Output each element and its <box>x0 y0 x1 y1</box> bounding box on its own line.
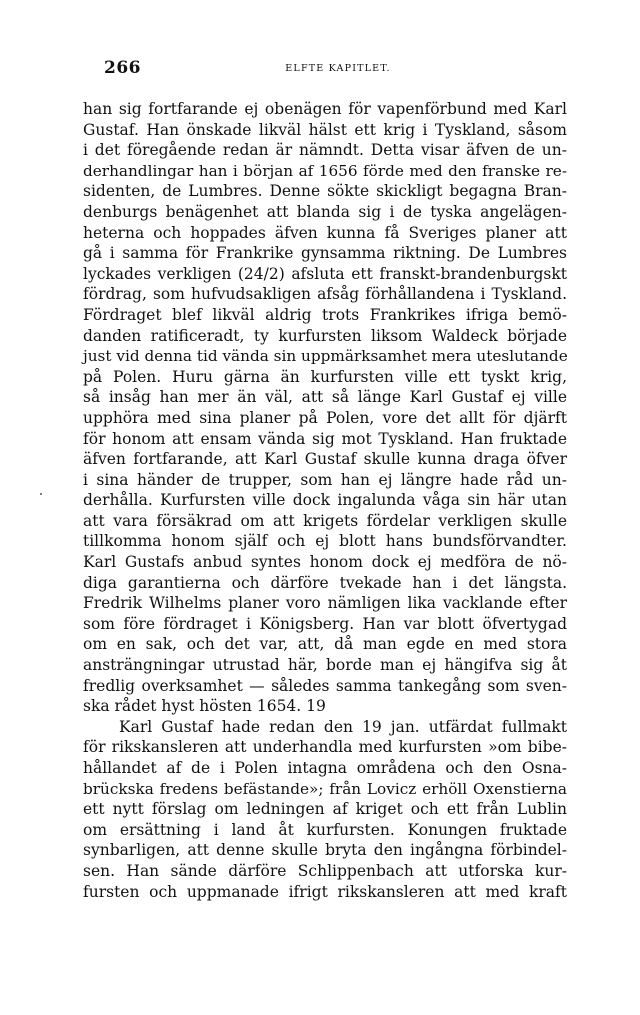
text-line: danden ratificeradt, ty kurfursten liksom Waldeck började <box>83 326 567 345</box>
text-line: diga garantierna och därföre tvekade han i det längsta. <box>83 573 567 592</box>
text-line: derhandlingar han i början af 1656 förde med den franske re- <box>83 161 567 180</box>
text-line: Fördraget blef likväl aldrig trots Frankrikes ifriga bemö- <box>83 305 567 324</box>
text-line: lyckades verkligen (24/2) afsluta ett franskt-brandenburgskt <box>83 264 567 283</box>
text-line: ansträngningar utrustad här, borde man ej hängifva sig åt <box>83 656 567 675</box>
text-line: Gustaf. Han önskade likväl hälst ett krig i Tyskland, såsom <box>83 120 567 139</box>
text-line: fördrag, som hufvudsakligen afsåg förhållandena i Tyskland. <box>83 285 567 304</box>
text-line: om ersättning i land åt kurfursten. Konungen fruktade <box>83 820 567 839</box>
text-line: att vara försäkrad om att krigets fördelar verkligen skulle <box>83 511 567 530</box>
text-line: synbarligen, att denne skulle bryta den ingångna förbindel- <box>83 841 567 860</box>
text-line: i det föregående redan är nämndt. Detta visar äfven de un- <box>83 141 567 160</box>
text-line: tillkomma honom själf och ej blott hans bundsförvandter. <box>83 532 567 551</box>
running-head: ELFTE KAPITLET. <box>285 63 391 74</box>
text-line: brückska fredens befästande»; från Lovicz erhöll Oxenstierna <box>83 779 567 798</box>
text-line: sidenten, de Lumbres. Denne sökte skickligt begagna Bran- <box>83 182 567 201</box>
text-line: för rikskansleren att underhandla med kurfursten »om bibe- <box>83 738 567 757</box>
text-line: just vid denna tid vända sin uppmärksamhet mera uteslutande <box>83 347 568 366</box>
text-line: så insåg han mer än väl, att så länge Karl Gustaf ej ville <box>83 388 567 407</box>
text-line: han sig fortfarande ej obenägen för vapenförbund med Karl <box>83 100 567 118</box>
text-line: för honom att ensam vända sig mot Tyskland. Han fruktade <box>83 429 567 448</box>
text-line: i sina händer de trupper, som han ej längre hade råd un- <box>83 470 567 489</box>
text-line: upphöra med sina planer på Polen, vore det allt för djärft <box>83 408 567 427</box>
text-line: på Polen. Huru gärna än kurfursten ville ett tyskt krig, <box>83 367 567 386</box>
text-line: gå i samma för Frankrike gynsamma riktning. De Lumbres <box>83 244 567 263</box>
margin-mark <box>40 493 42 495</box>
text-line: hållandet af de i Polen intagna områdena och den Osna- <box>83 759 567 777</box>
text-line: som före fördraget i Königsberg. Han var blott öfvertygad <box>83 614 567 633</box>
text-line: derhålla. Kurfursten ville dock ingalunda våga sin här utan <box>83 491 567 510</box>
text-line: Karl Gustafs anbud syntes honom dock ej medföra de nö- <box>83 553 567 572</box>
text-line: äfven fortfarande, att Karl Gustaf skulle kunna draga öfver <box>83 450 567 469</box>
body-text <box>83 99 567 902</box>
text-line: fursten och uppmanade ifrigt rikskansleren att med kraft <box>83 882 567 901</box>
text-line: denburgs benägenhet att blanda sig i de tyska angelägen- <box>83 202 567 221</box>
text-line: heterna och hoppades äfven kunna få Sveriges planer att <box>83 223 567 242</box>
text-line: sen. Han sände därföre Schlippenbach att utforska kur- <box>83 861 567 880</box>
text-line: ska rådet hyst hösten 1654. 19 <box>83 697 326 716</box>
text-line: om en sak, och det var, att, då man egde en med stora <box>83 635 567 654</box>
text-line: fredlig overksamhet — således samma tankegång som sven- <box>83 676 567 695</box>
text-line: Fredrik Wilhelms planer voro nämligen lika vacklande efter <box>83 594 567 613</box>
text-line: Karl Gustaf hade redan den 19 jan. utfärdat fullmakt <box>119 717 567 736</box>
page-number: 266 <box>104 58 141 78</box>
text-line: ett nytt förslag om ledningen af kriget och ett från Lublin <box>83 800 567 819</box>
